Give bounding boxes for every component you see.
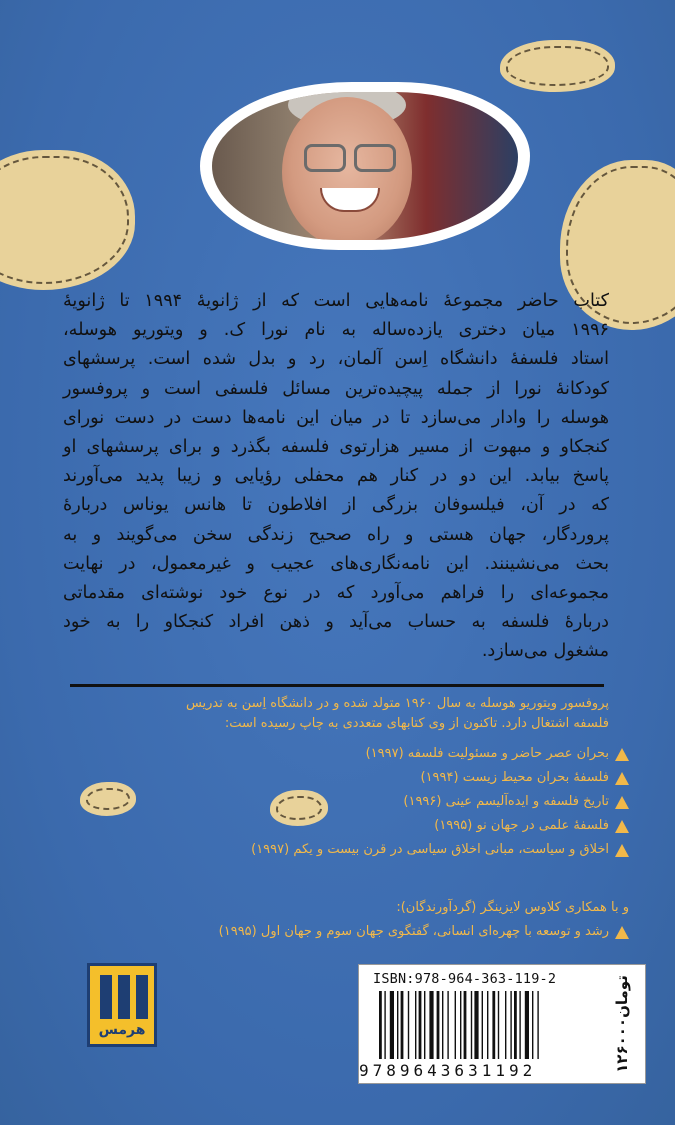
description-line: استاد فلسفهٔ دانشگاه اِسن آلمان، رد و بدل شده است. پرسشهای — [63, 349, 609, 370]
list-item — [63, 742, 629, 766]
description-line: پروردگار، جهان هستی و راه صحیح زندگی سخن می‌گویند و به — [63, 524, 609, 545]
book-title: فلسفهٔ علمی در جهان نو (۱۹۹۵) — [434, 818, 609, 833]
triangle-bullet-icon — [615, 844, 629, 857]
description-line: کتاب حاضر مجموعهٔ نامه‌هایی است که از ژانویهٔ ۱۹۹۴ تا ژانویهٔ — [63, 291, 609, 311]
triangle-bullet-icon — [615, 748, 629, 761]
description-line: مشغول می‌سازد. — [481, 641, 609, 662]
books-logo-icon — [100, 975, 148, 1019]
book-title: فلسفهٔ بحران محیط زیست (۱۹۹۴) — [420, 770, 609, 785]
isbn-label: ISBN:978-964-363-119-2 — [373, 971, 557, 987]
description-line: که در آن، فیلسوفان بزرگی از افلاطون تا هانس یوناس دربارهٔ — [63, 495, 609, 516]
book-description — [63, 287, 609, 667]
bio-line: فلسفه اشتغال دارد. تاکنون از وی کتابهای متعددی به چاپ رسیده است: — [224, 716, 609, 731]
coeditor-intro: و با همکاری کلاوس لایزینگر (گردآورندگان): — [396, 900, 629, 915]
description-line: مجموعه‌ای را فراهم می‌آورد که در نوع خود نوشته‌ای مقدماتی — [63, 583, 609, 604]
triangle-bullet-icon — [615, 772, 629, 785]
author-bio — [63, 694, 609, 734]
bio-line: پروفسور ویتوریو هوسله به سال ۱۹۶۰ متولد شده و در دانشگاه اِسن به تدریس — [185, 696, 609, 711]
description-line: هوسله را وادار می‌سازد تا در میان این نامه‌ها دست در دست نورای — [63, 407, 609, 428]
description-line: بحث می‌نشینند. این نامه‌نگاری‌های عجیب و غیرمعمول، در نهایت — [63, 553, 609, 574]
barcode-icon — [375, 991, 597, 1059]
book-list — [63, 742, 629, 862]
barcode-digits: 9789643631192 — [359, 1061, 537, 1080]
publisher-logo — [87, 963, 157, 1047]
potato-shape-left — [0, 150, 135, 290]
list-item — [63, 790, 629, 814]
list-item — [63, 838, 629, 862]
description-line: کودکانهٔ نورا از جمله پیچیده‌ترین مسائل فلسفی است و پروفسور — [63, 378, 609, 399]
description-line: پاسخ بیابد. این دو در کنار هم محفلی رؤیایی و زیبا پدید می‌آورند — [63, 466, 609, 487]
glasses-icon — [304, 144, 346, 172]
price-text: ۱۲۶۰۰۰تومان — [613, 975, 632, 1073]
book-title: رشد و توسعه با چهره‌ای انسانی، گفتگوی جهان سوم و جهان اول (۱۹۹۵) — [218, 924, 609, 939]
book-title: بحران عصر حاضر و مسئولیت فلسفه (۱۹۹۷) — [365, 746, 609, 761]
book-title: اخلاق و سیاست، مبانی اخلاق سیاسی در قرن بیست و یکم (۱۹۹۷) — [251, 842, 609, 857]
glasses-icon — [354, 144, 396, 172]
book-title: تاریخ فلسفه و ایده‌آلیسم عینی (۱۹۹۶) — [403, 794, 609, 809]
triangle-bullet-icon — [615, 820, 629, 833]
triangle-bullet-icon — [615, 796, 629, 809]
divider — [70, 684, 604, 687]
publisher-name: هرمس — [98, 1022, 146, 1038]
potato-shape-top-right — [500, 40, 615, 92]
list-item — [63, 920, 629, 944]
list-item — [63, 814, 629, 838]
list-item — [63, 766, 629, 790]
description-line: کنجکاو و مبهوت از مسیر هزارتوی فلسفه بگذرد و برای پرسشهای او — [63, 437, 609, 458]
triangle-bullet-icon — [615, 926, 629, 939]
description-line: ۱۹۹۶ میان دختری یازده‌ساله به نام نورا ک. و ویتوریو هوسله، — [63, 320, 609, 341]
price-label — [605, 965, 639, 1083]
description-line: دربارهٔ فلسفه به حساب می‌آید و ذهن افراد کنجکاو را به خود — [63, 612, 609, 633]
coeditor-section — [63, 896, 629, 944]
barcode-box — [358, 964, 646, 1084]
